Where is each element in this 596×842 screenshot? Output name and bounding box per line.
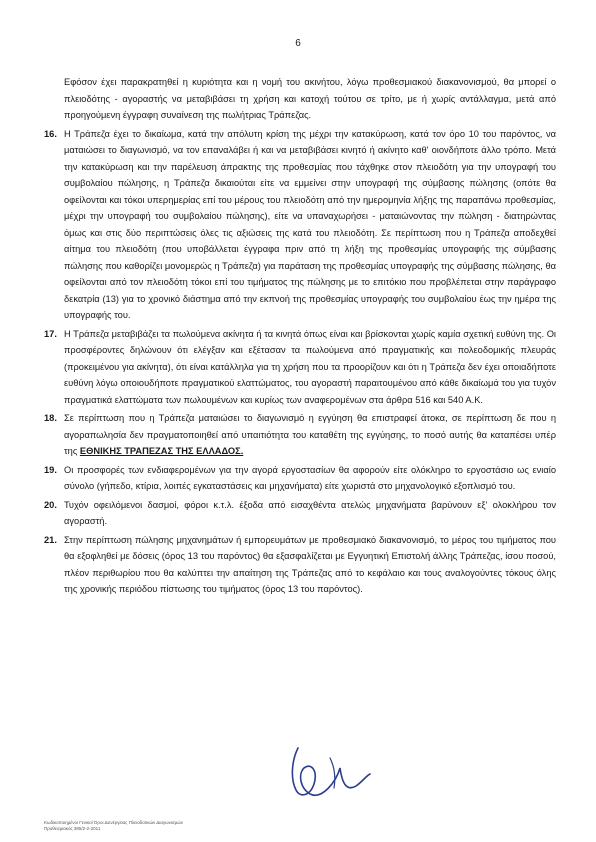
clause-text-main: Σε περίπτωση που η Τράπεζα ματαιώσει το διαγωνισμό η εγγύηση θα επιστραφεί άτοκα, σε περίπτωση δε που η αγοραπωλησία δεν πραγματοποιηθεί από υπαιτιότητα του καταθέτη της εγγύησης, το ποσό αυτής θα καταπέσει υπέρ της — [64, 413, 556, 456]
footer — [44, 820, 183, 832]
bank-name-emphasis: ΕΘΝΙΚΗΣ ΤΡΑΠΕΖΑΣ ΤΗΣ ΕΛΛΑΔΟΣ. — [79, 446, 244, 456]
clause-16 — [44, 126, 556, 324]
clause-text — [64, 410, 556, 460]
clause-19 — [44, 462, 556, 495]
clause-number: 20. — [44, 499, 57, 510]
clause-text: Τυχόν οφειλόμενοι δασμοί, φόροι κ.τ.λ. έξοδα από εισαχθέντα ατελώς μηχανήματα βαρύνουν εξ' ολοκλήρου τον αγοραστή. — [64, 499, 556, 526]
document-body — [44, 74, 556, 598]
clause-17 — [44, 326, 556, 409]
intro-paragraph: Εφόσον έχει παρακρατηθεί η κυριότητα και η νομή του ακινήτου, λόγω προθεσμιακού διακανονισμού, θα μπορεί ο πλειοδότης - αγοραστής να μεταβιβάσει τη χρήση και κατοχή τούτου σε τρίτο, με ή χωρίς αντάλλαγμα, μετά από προηγούμενη έγγραφη συναίνεση της πωλήτριας Τράπεζας. — [64, 77, 556, 120]
clause-number: 17. — [44, 328, 57, 339]
clause-number: 21. — [44, 534, 57, 545]
clause-number: 18. — [44, 413, 57, 423]
footer-line: Προθεσμιακός 385/2-2-2011 — [44, 826, 101, 831]
clause-number: 16. — [44, 128, 57, 139]
handwritten-signature — [270, 738, 380, 808]
clause-21 — [44, 532, 556, 598]
clause-text: Η Τράπεζα έχει το δικαίωμα, κατά την απόλυτη κρίση της μέχρι την κατακύρωση, κατά τον όρο 10 του παρόντος, να ματαιώσει το διαγωνισμό, να τον επαναλάβει ή και να μεταβιβάσει κινητό ή ακίνητο καθ' οιονδήποτε άλλο τρόπο. Μετά την κατακύρωση και την παρέλευση άπρακτης της προθεσμίας που τάχθηκε στον πλειοδότη για την υπογραφή του συμβολαίου πώλησης, η Τράπεζα δικαιούται είτε να εμμείνει στην υπογραφή της σύμβασης πώλησης (οπότε θα οφείλονται και τόκοι υπερημερίας επί του μέρους του πλειοδότη από την ημερομηνία λήξης της παραπάνω προθεσμίας, μέχρι την υπογραφή του συμβολαίου πώλησης), είτε να υπαναχωρήσει - ματαιώνοντας την πώληση - διατηρώντας όμως και στις δύο περιπτώσεις όλες τις αξιώσεις της κατά του πλειοδότη. Σε περίπτωση που η Τράπεζα αποδεχθεί αίτημα του πλειοδότη (που υποβάλλεται έγγραφα πριν από τη λήξη της προθεσμίας υπογραφής της σύμβασης πώλησης που καθορίζει μονομερώς η Τράπεζα) για παράταση της προθεσμίας υπογραφής της σύμβασης πώλησης, θα οφείλονται από τον πλειοδότη τόκοι επί του τιμήματος της πώλησης με το επιτόκιο που προβλέπεται στην παράγραφο δεκατρία (13) για το χρονικό διάστημα από την εκπνοή της προθεσμίας υπογραφής του συμβολαίου έως την ημέρα της υπογραφής του. — [64, 128, 556, 320]
footer-line: Κωδικοποιημένοι Γενικοί Όροι Διενέργειας Πλειοδοτικών Διαγωνισμών — [44, 820, 184, 825]
clause-18 — [44, 410, 556, 460]
clause-text: Στην περίπτωση πώλησης μηχανημάτων ή εμπορευμάτων με προθεσμιακό διακανονισμό, το μέρος του τιμήματος που θα εξοφληθεί με δόσεις (όρος 13 του παρόντος) θα εξασφαλίζεται με Εγγυητική Επιστολή άλλης Τράπεζας, ίσου ποσού, πλέον περιθωρίου που θα καλύπτει την απαίτηση της Τράπεζας από το κεφάλαιο και τους αναλογούντες τόκους όλης της χρονικής περιόδου πίστωσης του τιμήματος (όρος 13 του παρόντος). — [64, 534, 556, 594]
clause-text: Η Τράπεζα μεταβιβάζει τα πωλούμενα ακίνητα ή τα κινητά όπως είναι και βρίσκονται χωρίς καμία σχετική ευθύνη της. Οι προσφέροντες δηλώνουν ότι ελέγξαν και εξέτασαν τα πωλούμενα από πραγματικής και πολεοδομικής πλευράς (προκειμένου για ακίνητα), ότι είναι κατάλληλα για τη χρήση που τα προορίζουν και ότι η Τράπεζα δεν έχει οποιαδήποτε ευθύνη λόγω οποιουδήποτε πραγματικού ελαττώματος, του αγοραστή παραιτουμένου από κάθε δικαίωμά του για τυχόν πραγματικά ελαττώματα των πωλουμένων και κυρίως των αναφερομένων στα άρθρα 516 και 540 Α.Κ. — [64, 328, 556, 405]
clause-number: 19. — [44, 464, 57, 475]
clause-20 — [44, 497, 556, 530]
page-number: 6 — [295, 38, 301, 49]
clause-text: Οι προσφορές των ενδιαφερομένων για την αγορά εργοστασίων θα αφορούν είτε ολόκληρο το εργοστάσιο ως ενιαίο σύνολο (γήπεδο, κτίρια, λοιπές εγκαταστάσεις και μηχανήματα) είτε χωριστά στο μηχανολογικό εξοπλισμό του. — [64, 464, 556, 491]
